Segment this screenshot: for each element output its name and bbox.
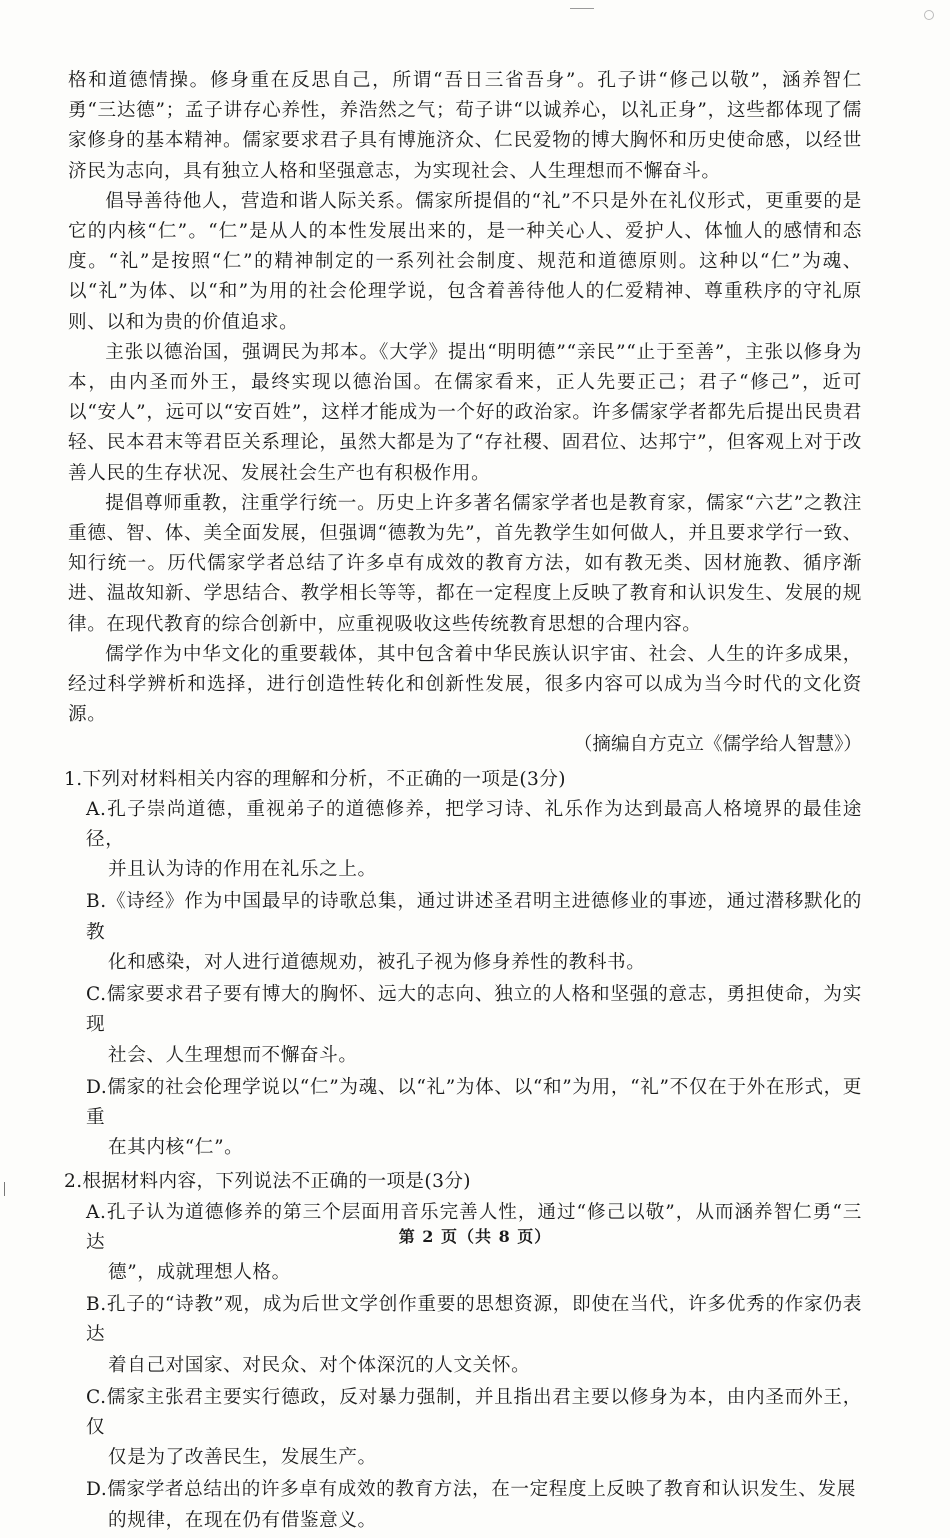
passage-paragraph: 主张以德治国，强调民为邦本。《大学》提出“明明德”“亲民”“止于至善”，主张以修身为本，由内圣而外王，最终实现以德治国。在儒家看来，正人先要正己；君子“修己”，近可以“安人”，远可以“安百姓”，这样才能成为一个好的政治家。许多儒家学者都先后提出民贵君轻、民本君末等君臣关系理论，虽然大都是为了“存社稷、固君位、达邦宁”，但客观上对于改善人民的生存状况、发展社会生产也有积极作用。 xyxy=(68,341,862,484)
passage-paragraph: 倡导善待他人，营造和谐人际关系。儒家所提倡的“礼”不只是外在礼仪形式，更重要的是它的内核“仁”。“仁”是从人的本性发展出来的，是一种关心人、爱护人、体恤人的感情和态度。“礼”是按照“仁”的精神制定的一系列社会制度、规范和道德原则。这种以“仁”为魂、以“礼”为体、以“和”为用的社会伦理学说，包含着善待他人的仁爱精神、尊重秩序的守礼原则、以和为贵的价值追求。 xyxy=(68,190,862,333)
option-text-continued: 在其内核“仁”。 xyxy=(108,1137,244,1159)
option-text: D.儒家学者总结出的许多卓有成效的教育方法，在一定程度上反映了教育和认识发生、发展 xyxy=(86,1479,856,1501)
question-stem: 2.根据材料内容，下列说法不正确的一项是(3分) xyxy=(64,1171,471,1193)
option-text-continued: 着自己对国家、对民众、对个体深沉的人文关怀。 xyxy=(108,1354,531,1376)
option-text-continued: 社会、人生理想而不懈奋斗。 xyxy=(108,1044,358,1066)
option-text: A.孔子崇尚道德，重视弟子的道德修养，把学习诗、礼乐作为达到最高人格境界的最佳途径， xyxy=(86,798,862,851)
question-2 xyxy=(64,1167,862,1535)
option-text-continued: 德”，成就理想人格。 xyxy=(108,1261,291,1283)
option-text: C.儒家主张君主要实行德政，反对暴力强制，并且指出君主要以修身为本，由内圣而外王，仅 xyxy=(86,1386,862,1438)
scan-corner-mark xyxy=(924,10,934,20)
passage-paragraph: 儒学作为中华文化的重要载体，其中包含着中华民族认识宇宙、社会、人生的许多成果，经过科学辨析和选择，进行创造性转化和创新性发展，很多内容可以成为当今时代的文化资源。 xyxy=(68,643,862,726)
scan-edge-mark xyxy=(4,1182,5,1196)
option-text: B.孔子的“诗教”观，成为后世文学创作重要的思想资源，即使在当代，许多优秀的作家仍表达 xyxy=(86,1294,862,1346)
question-1 xyxy=(64,765,862,1164)
question-stem: 1.下列对材料相关内容的理解和分析，不正确的一项是(3分) xyxy=(64,768,566,790)
option-c[interactable] xyxy=(86,1383,862,1474)
passage-source: （摘编自方克立《儒学给人智慧》） xyxy=(573,734,862,756)
option-text-continued: 仅是为了改善民生，发展生产。 xyxy=(108,1447,377,1469)
passage-paragraph: 格和道德情操。修身重在反思自己，所谓“吾日三省吾身”。孔子讲“修己以敬”，涵养智仁勇“三达德”；孟子讲存心养性，养浩然之气；荀子讲“以诚养心，以礼正身”，这些都体现了儒家修身的基本精神。儒家要求君子具有博施济众、仁民爱物的博大胸怀和历史使命感，以经世济民为志向，具有独立人格和坚强意志，为实现社会、人生理想而不懈奋斗。 xyxy=(68,70,862,182)
option-c[interactable] xyxy=(86,980,862,1071)
option-text: D.儒家的社会伦理学说以“仁”为魂、以“礼”为体、以“和”为用，“礼”不仅在于外在形式，更重 xyxy=(86,1076,862,1128)
option-a[interactable] xyxy=(86,795,862,886)
option-text-continued: 的规律，在现在仍有借鉴意义。 xyxy=(108,1509,377,1531)
option-text-continued: 并且认为诗的作用在礼乐之上。 xyxy=(108,859,377,881)
scan-mark xyxy=(570,8,594,9)
option-b[interactable] xyxy=(86,1290,862,1381)
option-text: B.《诗经》作为中国最早的诗歌总集，通过讲述圣君明主进德修业的事迹，通过潜移默化的教 xyxy=(86,891,862,943)
option-text: A.孔子认为道德修养的第三个层面用音乐完善人性，通过“修己以敬”，从而涵养智仁勇“三达 xyxy=(86,1201,862,1253)
passage-paragraph: 提倡尊师重教，注重学行统一。历史上许多著名儒家学者也是教育家，儒家“六艺”之教注重德、智、体、美全面发展，但强调“德教为先”，首先教学生如何做人，并且要求学行一致、知行统一。历代儒家学者总结了许多卓有成效的教育方法，如有教无类、因材施教、循序渐进、温故知新、学思结合、教学相长等等，都在一定程度上反映了教育和认识发生、发展的规律。在现代教育的综合创新中，应重视吸收这些传统教育思想的合理内容。 xyxy=(68,492,862,635)
option-d[interactable] xyxy=(86,1073,862,1164)
page-number: 第 2 页（共 8 页） xyxy=(398,1227,552,1246)
page-content xyxy=(64,66,862,1538)
option-text: C.儒家要求君子要有博大的胸怀、远大的志向、独立的人格和坚强的意志，勇担使命，为实现 xyxy=(86,984,862,1036)
option-d[interactable] xyxy=(86,1475,862,1535)
option-text-continued: 化和感染，对人进行道德规劝，被孔子视为修身养性的教科书。 xyxy=(108,951,646,973)
option-b[interactable] xyxy=(86,887,862,978)
